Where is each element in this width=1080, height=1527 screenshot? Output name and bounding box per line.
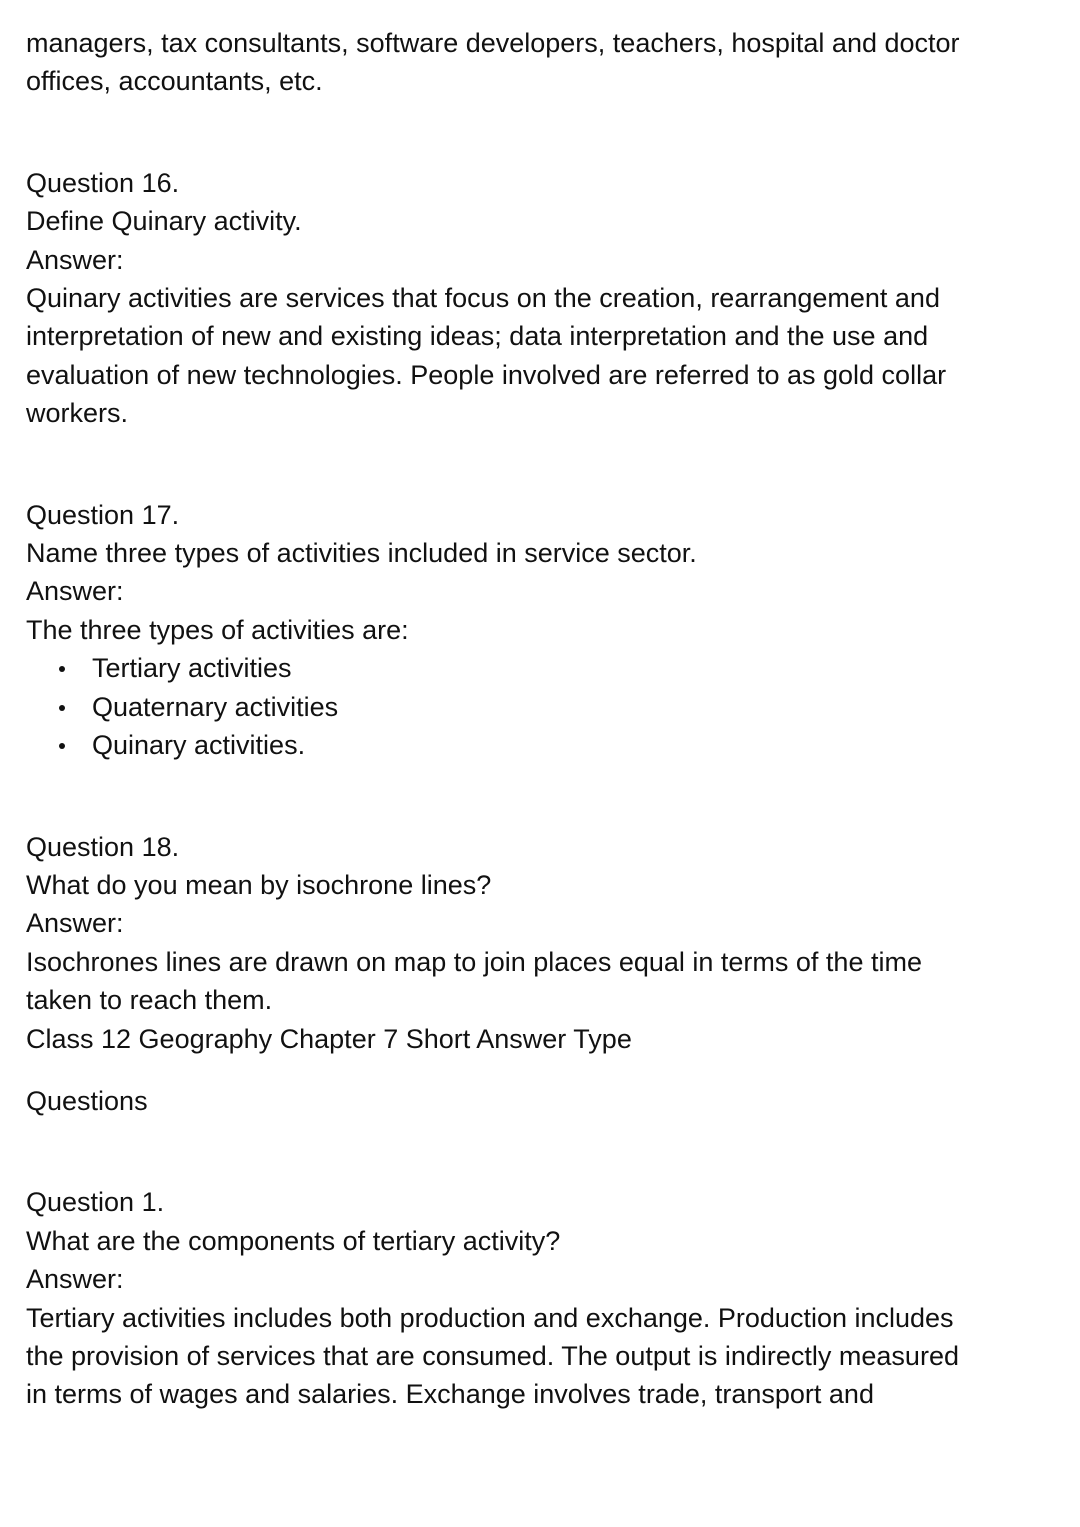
list-item xyxy=(26,726,1056,764)
bullet-icon xyxy=(59,743,65,749)
question-text: Define Quinary activity. xyxy=(26,206,302,237)
answer-label: Answer: xyxy=(26,244,124,275)
question-17 xyxy=(26,496,1056,765)
answer-intro: The three types of activities are: xyxy=(26,614,409,645)
activities-list xyxy=(26,649,1056,764)
list-item xyxy=(26,649,1056,687)
list-item xyxy=(26,688,1056,726)
answer-line: Tertiary activities includes both production and exchange. Production includes xyxy=(26,1302,954,1333)
intro-line: offices, accountants, etc. xyxy=(26,66,323,97)
question-label: Question 1. xyxy=(26,1187,165,1218)
intro-paragraph xyxy=(26,24,1056,101)
section-heading-continued xyxy=(26,1082,1056,1120)
question-label: Question 18. xyxy=(26,831,180,862)
section-heading: Questions xyxy=(26,1085,148,1116)
answer-line: taken to reach them. xyxy=(26,985,273,1016)
question-label: Question 16. xyxy=(26,167,180,198)
document-page xyxy=(26,24,1056,1414)
question-label: Question 17. xyxy=(26,499,180,530)
list-item-text: Quaternary activities xyxy=(92,691,339,722)
section-heading: Class 12 Geography Chapter 7 Short Answer Type xyxy=(26,1023,632,1054)
answer-label: Answer: xyxy=(26,908,124,939)
answer-line: the provision of services that are consumed. The output is indirectly measured xyxy=(26,1340,959,1371)
answer-line: workers. xyxy=(26,398,129,429)
question-text: What are the components of tertiary activity? xyxy=(26,1225,561,1256)
answer-line: evaluation of new technologies. People involved are referred to as gold collar xyxy=(26,359,947,390)
list-item-text: Tertiary activities xyxy=(92,653,292,684)
question-text: Name three types of activities included in service sector. xyxy=(26,538,697,569)
bullet-icon xyxy=(59,666,65,672)
bullet-icon xyxy=(59,705,65,711)
answer-line: in terms of wages and salaries. Exchange involves trade, transport and xyxy=(26,1379,874,1410)
answer-line: interpretation of new and existing ideas; data interpretation and the use and xyxy=(26,321,929,352)
answer-label: Answer: xyxy=(26,1264,124,1295)
answer-label: Answer: xyxy=(26,576,124,607)
answer-line: Quinary activities are services that focus on the creation, rearrangement and xyxy=(26,283,940,314)
question-18 xyxy=(26,828,1056,1058)
intro-line: managers, tax consultants, software developers, teachers, hospital and doctor xyxy=(26,28,960,58)
answer-line: Isochrones lines are drawn on map to join places equal in terms of the time xyxy=(26,946,922,977)
list-item-text: Quinary activities. xyxy=(92,730,306,761)
question-16 xyxy=(26,164,1056,433)
question-text: What do you mean by isochrone lines? xyxy=(26,869,492,900)
question-1 xyxy=(26,1183,1056,1413)
